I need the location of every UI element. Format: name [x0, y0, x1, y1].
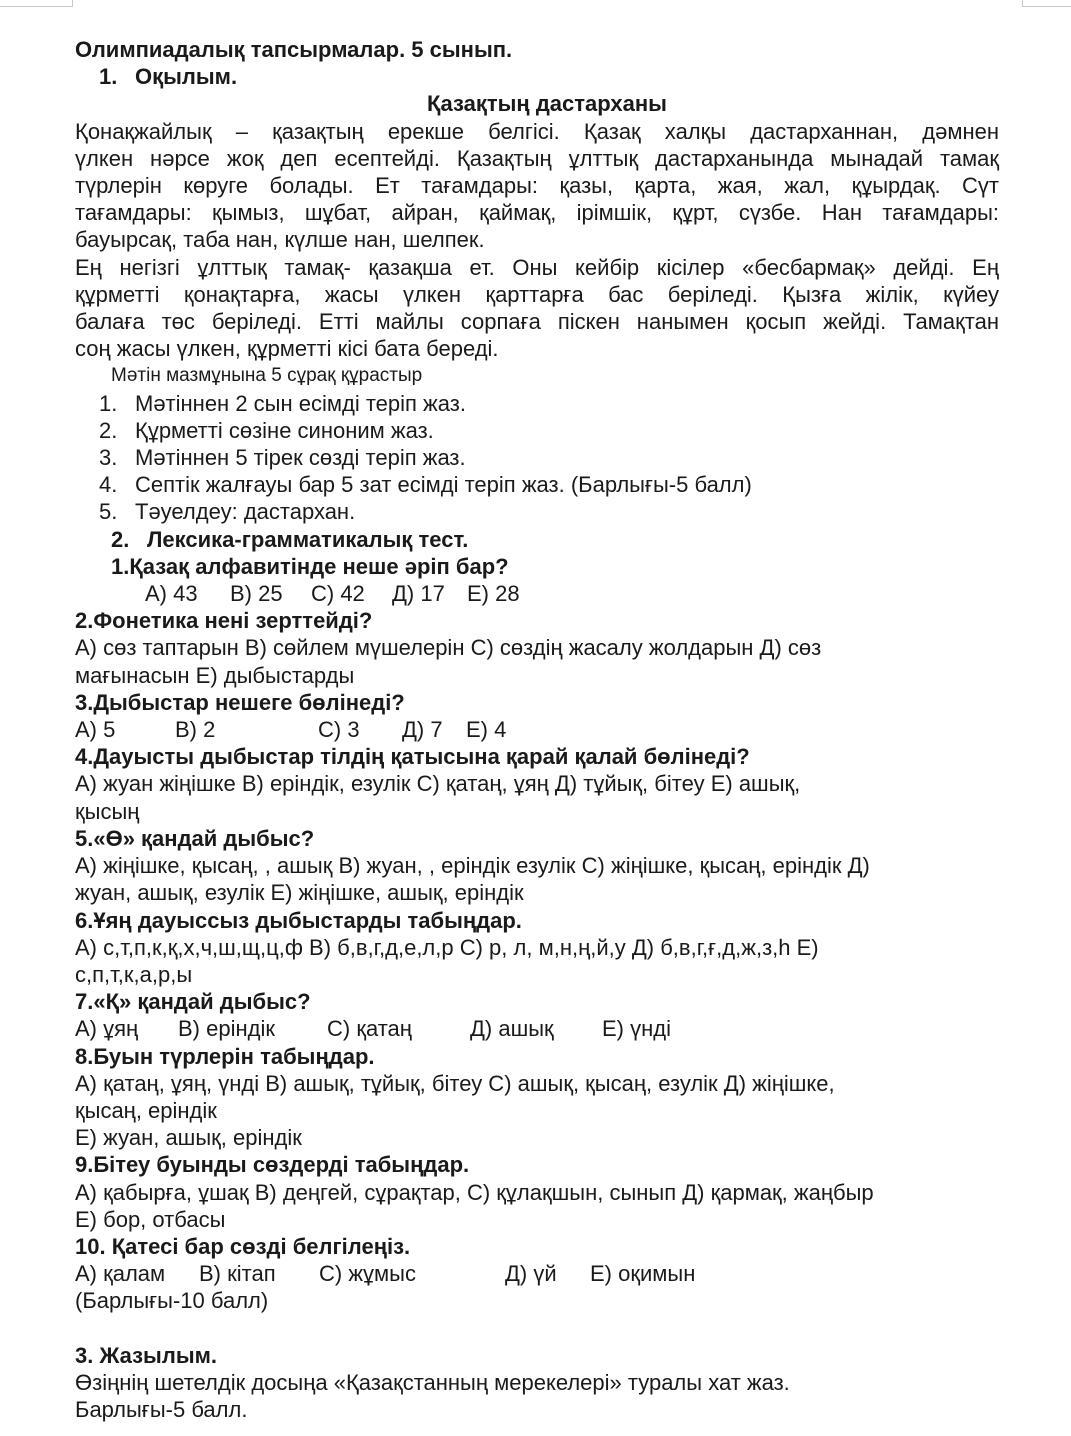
paragraph-line: түрлерін көруге болады. Ет тағамдары: қазы, қарта, жая, жал, құырдақ. Сүт — [75, 173, 999, 199]
question: 3.Дыбыстар нешеге бөлінеді? — [75, 689, 405, 715]
paragraph-line: Ең негізгі ұлттық тамақ- қазақша ет. Оны кейбір кісілер «бесбармақ» дейді. Ең — [75, 254, 999, 280]
task-number: 4. — [99, 472, 118, 498]
answer-line: Е) жуан, ашық, еріндік — [75, 1125, 302, 1151]
answer-option: В) кітап — [199, 1261, 276, 1287]
task-number: 5. — [99, 499, 118, 525]
answer-line: А) жуан жіңішке В) еріндік, езулік С) қатаң, ұяң Д) тұйық, бітеу Е) ашық, — [75, 771, 801, 797]
page-corner-mark-left — [0, 0, 73, 7]
question: 9.Бітеу буынды сөздерді табыңдар. — [75, 1152, 470, 1178]
answer-option: С) 42 — [311, 581, 365, 607]
answer-option: А) қалам — [75, 1261, 166, 1287]
document-page — [75, 36, 999, 1423]
task-item — [75, 417, 999, 444]
task-text: Мәтіннен 5 тірек сөзді теріп жаз. — [135, 445, 466, 471]
section-number: 1. — [99, 64, 118, 90]
paragraph-line: үлкен нәрсе жоқ деп есептейді. Қазақтың ұлттық дастарханында мынадай тамақ — [75, 145, 999, 171]
answer-line: А) жіңішке, қысаң, , ашық В) жуан, , еріндік езулік С) жіңішке, қысаң, еріндік Д) — [75, 853, 870, 879]
paragraph-line: Қонақжайлық – қазақтың ерекше белгісі. Қазақ халқы дастарханнан, дәмнен — [75, 118, 999, 144]
section-label: Оқылым. — [135, 64, 238, 90]
question: 8.Буын түрлерін табыңдар. — [75, 1043, 375, 1069]
spacer — [75, 1315, 999, 1342]
section-total: Барлығы-5 балл. — [75, 1396, 248, 1422]
paragraph-line: тағамдары: қымыз, шұбат, айран, қаймақ, ірімшік, құрт, сүзбе. Нан тағамдары: — [75, 200, 999, 226]
answer-line: А) қатаң, ұяң, үнді В) ашық, тұйық, бітеу С) ашық, қысаң, езулік Д) жіңішке, — [75, 1070, 835, 1096]
paragraph-line: соң жасы үлкен, құрметті кісі бата береді. — [75, 336, 499, 362]
answer-option: С) 3 — [318, 717, 360, 743]
answer-option: А) ұяң — [75, 1016, 139, 1042]
task-text: Септік жалғауы бар 5 зат есімді теріп жаз. (Барлығы-5 балл) — [135, 472, 752, 498]
paragraph-line: бауырсақ, таба нан, күлше нан, шелпек. — [75, 227, 485, 253]
answer-line: с,п,т,к,а,р,ы — [75, 961, 193, 987]
section-heading-writing: 3. Жазылым. — [75, 1342, 217, 1368]
section-heading-test — [75, 526, 999, 553]
answer-option: Д) үй — [505, 1261, 557, 1287]
task-number: 1. — [99, 390, 118, 416]
answer-option: С) қатаң — [327, 1016, 412, 1042]
answer-line: қысың — [75, 798, 140, 824]
task-item — [75, 471, 999, 498]
answer-line: А) сөз таптарын В) сөйлем мүшелерін С) сөздің жасалу жолдарын Д) сөз — [75, 635, 822, 661]
answer-option: В) 2 — [175, 717, 216, 743]
answer-option: Е) оқимын — [590, 1261, 696, 1287]
answer-option: Е) 4 — [466, 717, 507, 743]
question: 2.Фонетика нені зерттейді? — [75, 608, 373, 634]
task-item — [75, 444, 999, 471]
writing-task: Өзіңнің шетелдік досыңа «Қазақстанның мерекелері» туралы хат жаз. — [75, 1369, 790, 1395]
task-number: 2. — [99, 417, 118, 443]
task-item — [75, 498, 999, 525]
task-text: Мәтіннен 2 сын есімді теріп жаз. — [135, 390, 466, 416]
answer-option: А) 43 — [145, 581, 198, 607]
text-title: Қазақтың дастарханы — [427, 91, 667, 117]
question: 1.Қазақ алфавитінде неше әріп бар? — [111, 553, 509, 579]
section-heading-reading — [75, 63, 999, 90]
answer-option: Д) ашық — [470, 1016, 554, 1042]
answer-options — [75, 1260, 999, 1287]
answer-option: Д) 7 — [402, 717, 443, 743]
answer-line: қысаң, еріндік — [75, 1097, 217, 1123]
answer-option: В) еріндік — [178, 1016, 275, 1042]
answer-line: Е) бор, отбасы — [75, 1206, 226, 1232]
answer-line: жуан, ашық, езулік Е) жіңішке, ашық, еріндік — [75, 880, 524, 906]
question: 10. Қатесі бар сөзді белгілеңіз. — [75, 1233, 411, 1259]
section-number: 2. — [111, 526, 130, 552]
answer-option: В) 25 — [230, 581, 283, 607]
answer-options — [75, 716, 999, 743]
answer-option: Д) 17 — [392, 581, 445, 607]
paragraph-line: балаға төс беріледі. Етті майлы сорпаға піскен нанымен қосып жейді. Тамақтан — [75, 309, 999, 335]
instruction: Мәтін мазмұнына 5 сұрақ құрастыр — [111, 365, 423, 387]
answer-options — [75, 580, 999, 607]
answer-option: Е) 28 — [467, 581, 520, 607]
document-title: Олимпиадалық тапсырмалар. 5 сынып. — [75, 37, 513, 62]
section-total: (Барлығы-10 балл) — [75, 1288, 269, 1314]
task-item — [75, 390, 999, 417]
paragraph-line: құрметті қонақтарға, жасы үлкен қарттарға бас беріледі. Қызға жілік, күйеу — [75, 281, 999, 307]
task-text: Құрметті сөзіне синоним жаз. — [135, 417, 434, 443]
answer-option: Е) үнді — [602, 1016, 671, 1042]
answer-line: А) с,т,п,к,қ,х,ч,ш,щ,ц,ф В) б,в,г,д,е,л,р С) р, л, м,н,ң,й,у Д) б,в,г,ғ,д,ж,з,һ Е) — [75, 934, 819, 960]
answer-line: мағынасын Е) дыбыстарды — [75, 662, 355, 688]
question: 7.«Қ» қандай дыбыс? — [75, 989, 311, 1015]
task-text: Тәуелдеу: дастархан. — [135, 499, 356, 525]
page-corner-mark-right — [1022, 0, 1071, 7]
answer-option: С) жұмыс — [319, 1261, 416, 1287]
question: 4.Дауысты дыбыстар тілдің қатысына қарай қалай бөлінеді? — [75, 744, 750, 770]
task-number: 3. — [99, 445, 118, 471]
question: 6.Ұяң дауыссыз дыбыстарды табыңдар. — [75, 907, 522, 933]
answer-options — [75, 1015, 999, 1042]
question: 5.«Ө» қандай дыбыс? — [75, 825, 315, 851]
answer-line: А) қабырға, ұшақ В) деңгей, сұрақтар, С) құлақшын, сынып Д) қармақ, жаңбыр — [75, 1179, 874, 1205]
section-label: Лексика-грамматикалық тест. — [147, 526, 469, 552]
answer-option: А) 5 — [75, 717, 116, 743]
